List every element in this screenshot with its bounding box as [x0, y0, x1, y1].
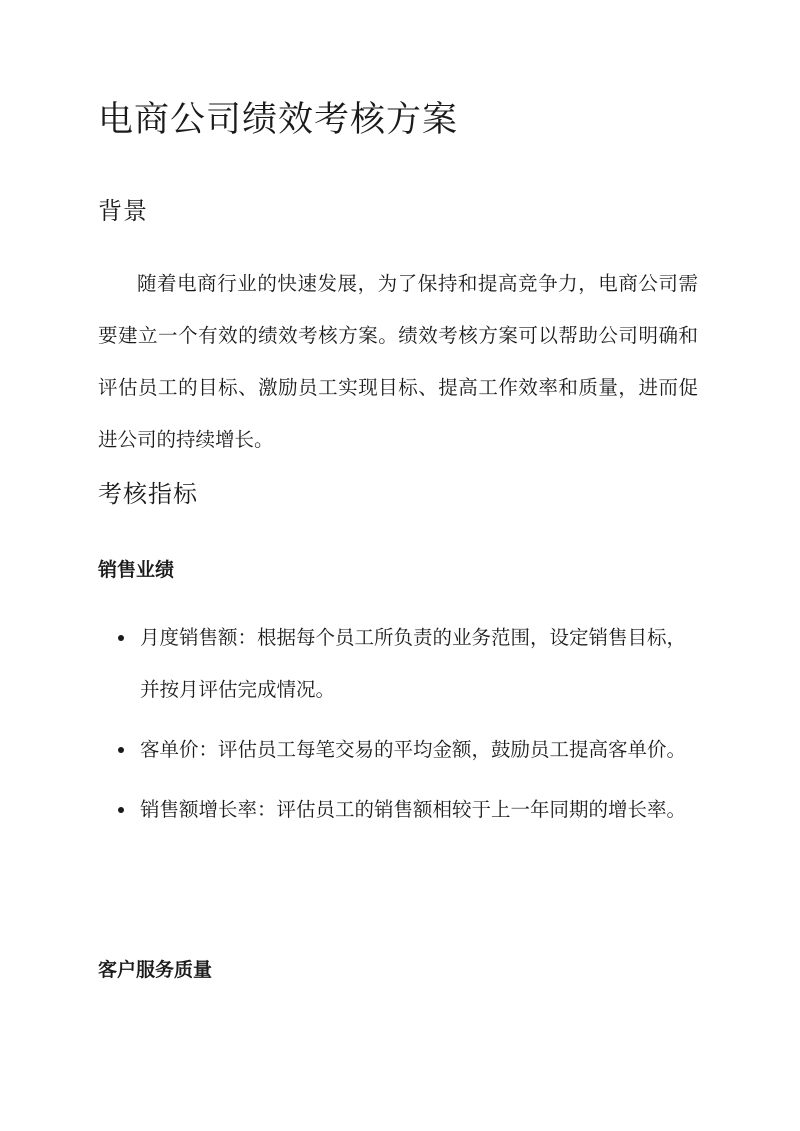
- list-item: [98, 724, 698, 776]
- subsection-heading-service: 客户服务质量: [98, 959, 213, 981]
- document-title: 电商公司绩效考核方案: [98, 100, 459, 140]
- bullet-icon: [118, 747, 124, 753]
- sales-metrics-list: [98, 612, 698, 844]
- bullet-icon: [118, 635, 124, 641]
- list-item: [98, 612, 698, 716]
- list-item-text: 销售额增长率：评估员工的销售额相较于上一年同期的增长率。: [140, 798, 687, 821]
- section-heading-metrics: 考核指标: [98, 480, 198, 508]
- list-item-text: 客单价：评估员工每笔交易的平均金额，鼓励员工提高客单价。: [140, 738, 687, 761]
- list-item-text: 月度销售额：根据每个员工所负责的业务范围，设定销售目标，并按月评估完成情况。: [140, 626, 687, 701]
- section-heading-background: 背景: [98, 197, 148, 225]
- background-paragraph: 随着电商行业的快速发展，为了保持和提高竞争力，电商公司需要建立一个有效的绩效考核方案。绩效考核方案可以帮助公司明确和评估员工的目标、激励员工实现目标、提高工作效率和质量，进而促进公司的持续增长。: [98, 272, 698, 451]
- subsection-heading-sales: 销售业绩: [98, 559, 175, 581]
- bullet-icon: [118, 807, 124, 813]
- list-item: [98, 784, 698, 836]
